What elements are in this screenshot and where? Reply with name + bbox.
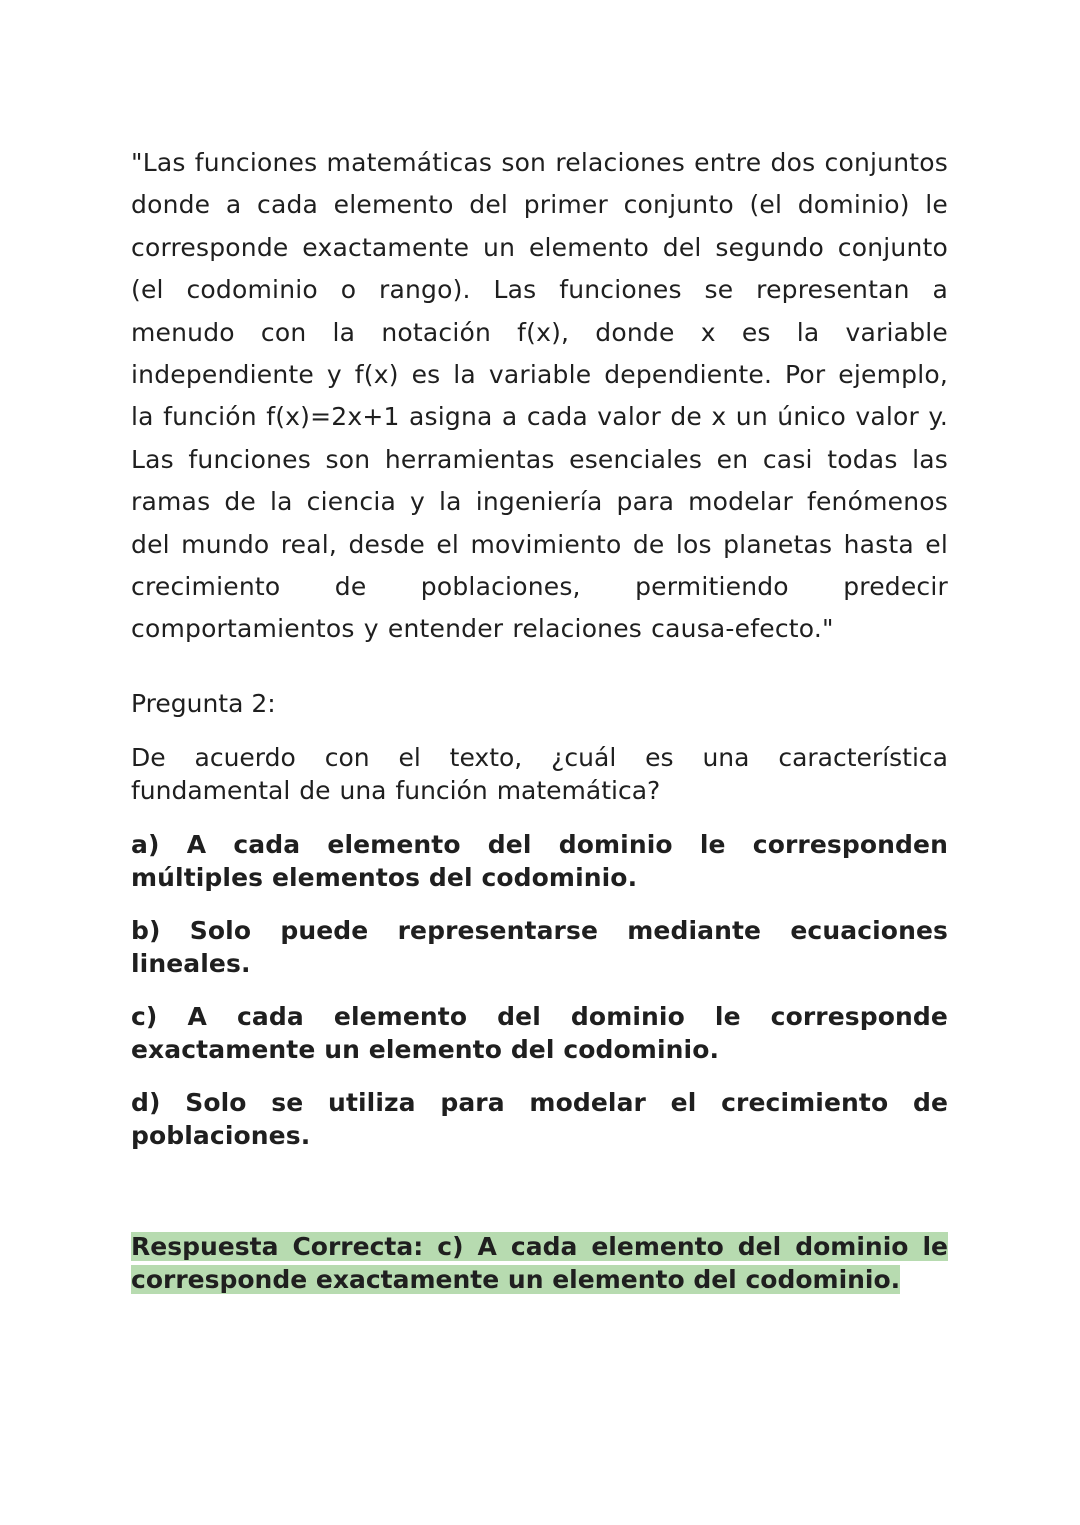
question-label: Pregunta 2:: [131, 688, 276, 718]
question-text: De acuerdo con el texto, ¿cuál es una característica fundamental de una función matemática?: [131, 742, 948, 805]
reading-passage: "Las funciones matemáticas son relaciones entre dos conjuntos donde a cada elemento del primer conjunto (el dominio) le corresponde exactamente un elemento del segundo conjunto (el codominio o rango). Las funciones se representan a menudo con la notación f(x), donde x es la variable independiente y f(x) es la variable dependiente. Por ejemplo, la función f(x)=2x+1 asigna a cada valor de x un único valor y. Las funciones son herramientas esenciales en casi todas las ramas de la ciencia y la ingeniería para modelar fenómenos del mundo real, desde el movimiento de los planetas hasta el crecimiento de poblaciones, permitiendo predecir comportamientos y entender relaciones causa-efecto.": [131, 148, 948, 644]
document-page: [131, 142, 948, 1296]
option-b: b) Solo puede representarse mediante ecuaciones lineales.: [131, 915, 948, 978]
correct-answer-highlight: Respuesta Correcta: c) A cada elemento del dominio le corresponde exactamente un elemento del codominio.: [131, 1231, 948, 1294]
option-c: c) A cada elemento del dominio le corresponde exactamente un elemento del codominio.: [131, 1001, 948, 1064]
option-d: d) Solo se utiliza para modelar el crecimiento de poblaciones.: [131, 1087, 948, 1150]
option-a: a) A cada elemento del dominio le corresponden múltiples elementos del codominio.: [131, 829, 948, 892]
correct-answer: [131, 1230, 948, 1296]
